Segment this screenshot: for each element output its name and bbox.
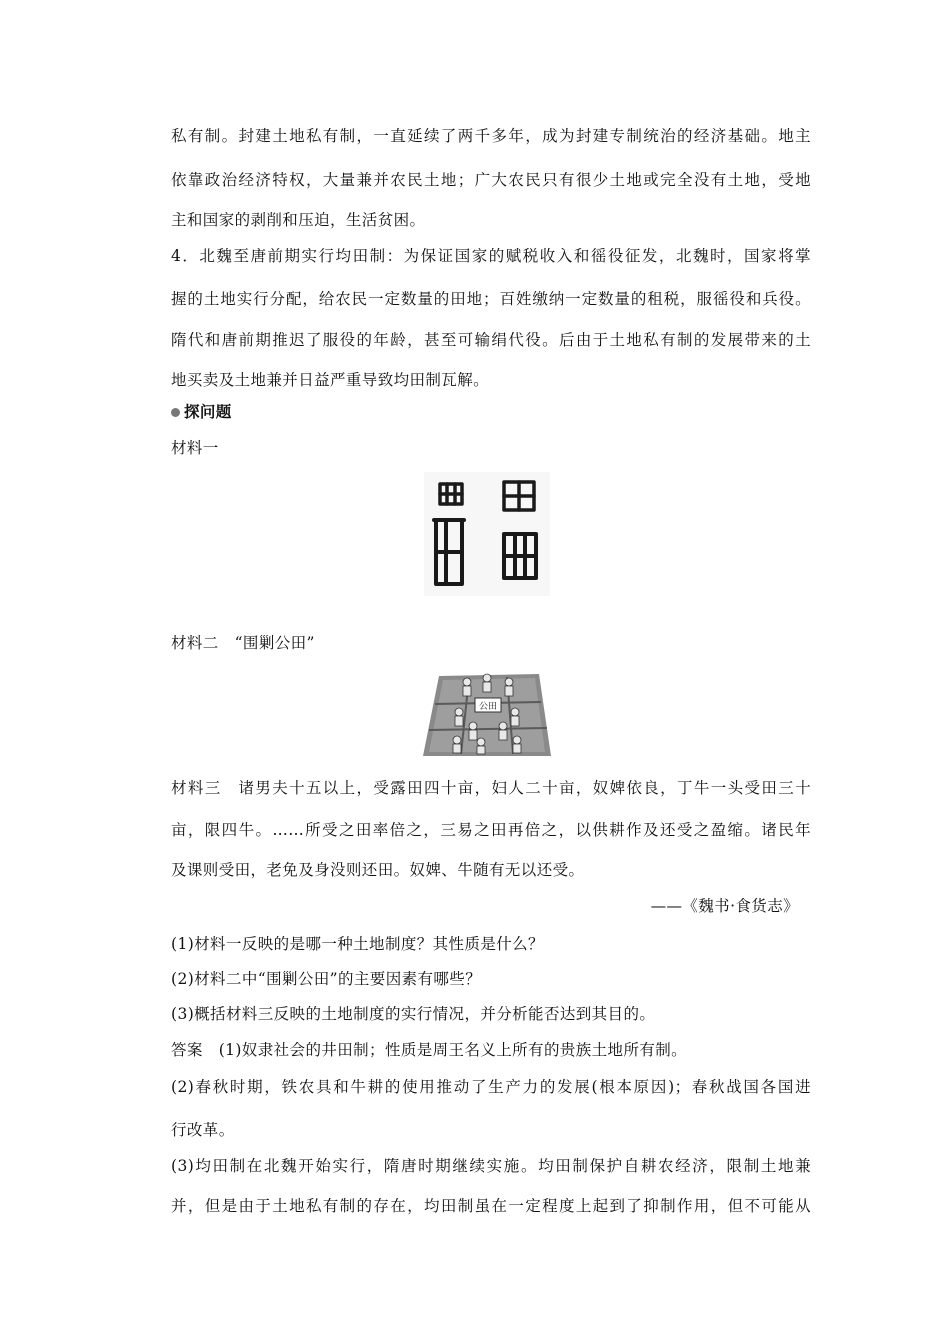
section-heading (171, 402, 811, 422)
public-field-label: 公田 (478, 702, 498, 712)
material2-public-field-illustration (421, 664, 553, 759)
bullet-icon (171, 408, 180, 417)
paragraph-line: 隋代和唐前期推迟了服役的年龄，甚至可输绢代役。后由于土地私有制的发展带来的土 (171, 331, 811, 349)
material3-line: 及课则受田，老免及身没则还田。奴婢、牛随有无以还受。 (171, 861, 585, 879)
glyph-top-right (504, 482, 534, 510)
glyph-bottom-left (434, 520, 464, 584)
material3-line: 亩，限四牛。……所受之田率倍之，三易之田再倍之，以供耕作及还受之盈缩。诸民年 (171, 821, 811, 839)
question-3: (3)概括材料三反映的土地制度的实行情况，并分析能否达到其目的。 (171, 1005, 656, 1023)
answer-line: (2)春秋时期，铁农具和牛耕的使用推动了生产力的发展(根本原因)；春秋战国各国进 (171, 1078, 811, 1096)
question-1: (1)材料一反映的是哪一种土地制度？其性质是什么？ (171, 935, 544, 953)
glyph-top-left (440, 484, 462, 504)
material1-oracle-characters-image (424, 472, 550, 596)
answer-line: 答案 (1)奴隶社会的井田制；性质是周王名义上所有的贵族土地所有制。 (171, 1041, 688, 1059)
answer-line: 并，但是由于土地私有制的存在，均田制虽在一定程度上起到了抑制作用，但不可能从 (171, 1197, 811, 1215)
paragraph-line: 私有制。封建土地私有制，一直延续了两千多年，成为封建专制统治的经济基础。地主 (171, 127, 811, 145)
paragraph-line: 地买卖及土地兼并日益严重导致均田制瓦解。 (171, 371, 490, 389)
paragraph-line: 4．北魏至唐前期实行均田制：为保证国家的赋税收入和徭役征发，北魏时，国家将掌 (171, 247, 811, 265)
paragraph-line: 主和国家的剥削和压迫，生活贫困。 (171, 211, 426, 229)
question-2: (2)材料二中“围剿公田”的主要因素有哪些？ (171, 970, 482, 988)
section-heading-text: 探问题 (184, 403, 232, 421)
paragraph-line: 依靠政治经济特权，大量兼并农民土地；广大农民只有很少土地或完全没有土地，受地 (171, 171, 811, 189)
answer-line: (3)均田制在北魏开始实行，隋唐时期继续实施。均田制保护自耕农经济，限制土地兼 (171, 1157, 811, 1175)
material2-label: 材料二 “围剿公田” (171, 634, 315, 652)
answer-line: 行改革。 (171, 1121, 235, 1139)
public-field-drawing (421, 664, 553, 759)
paragraph-line: 握的土地实行分配，给农民一定数量的田地；百姓缴纳一定数量的租税，服徭役和兵役。 (171, 290, 811, 308)
material3-line: 材料三 诸男夫十五以上，受露田四十亩，妇人二十亩，奴婢依良，丁牛一头受田三十 (171, 779, 811, 797)
source-citation: ——《魏书·食货志》 (650, 897, 799, 915)
material1-label: 材料一 (171, 439, 219, 457)
oracle-field-glyphs (424, 472, 550, 596)
glyph-bottom-right (504, 534, 536, 578)
